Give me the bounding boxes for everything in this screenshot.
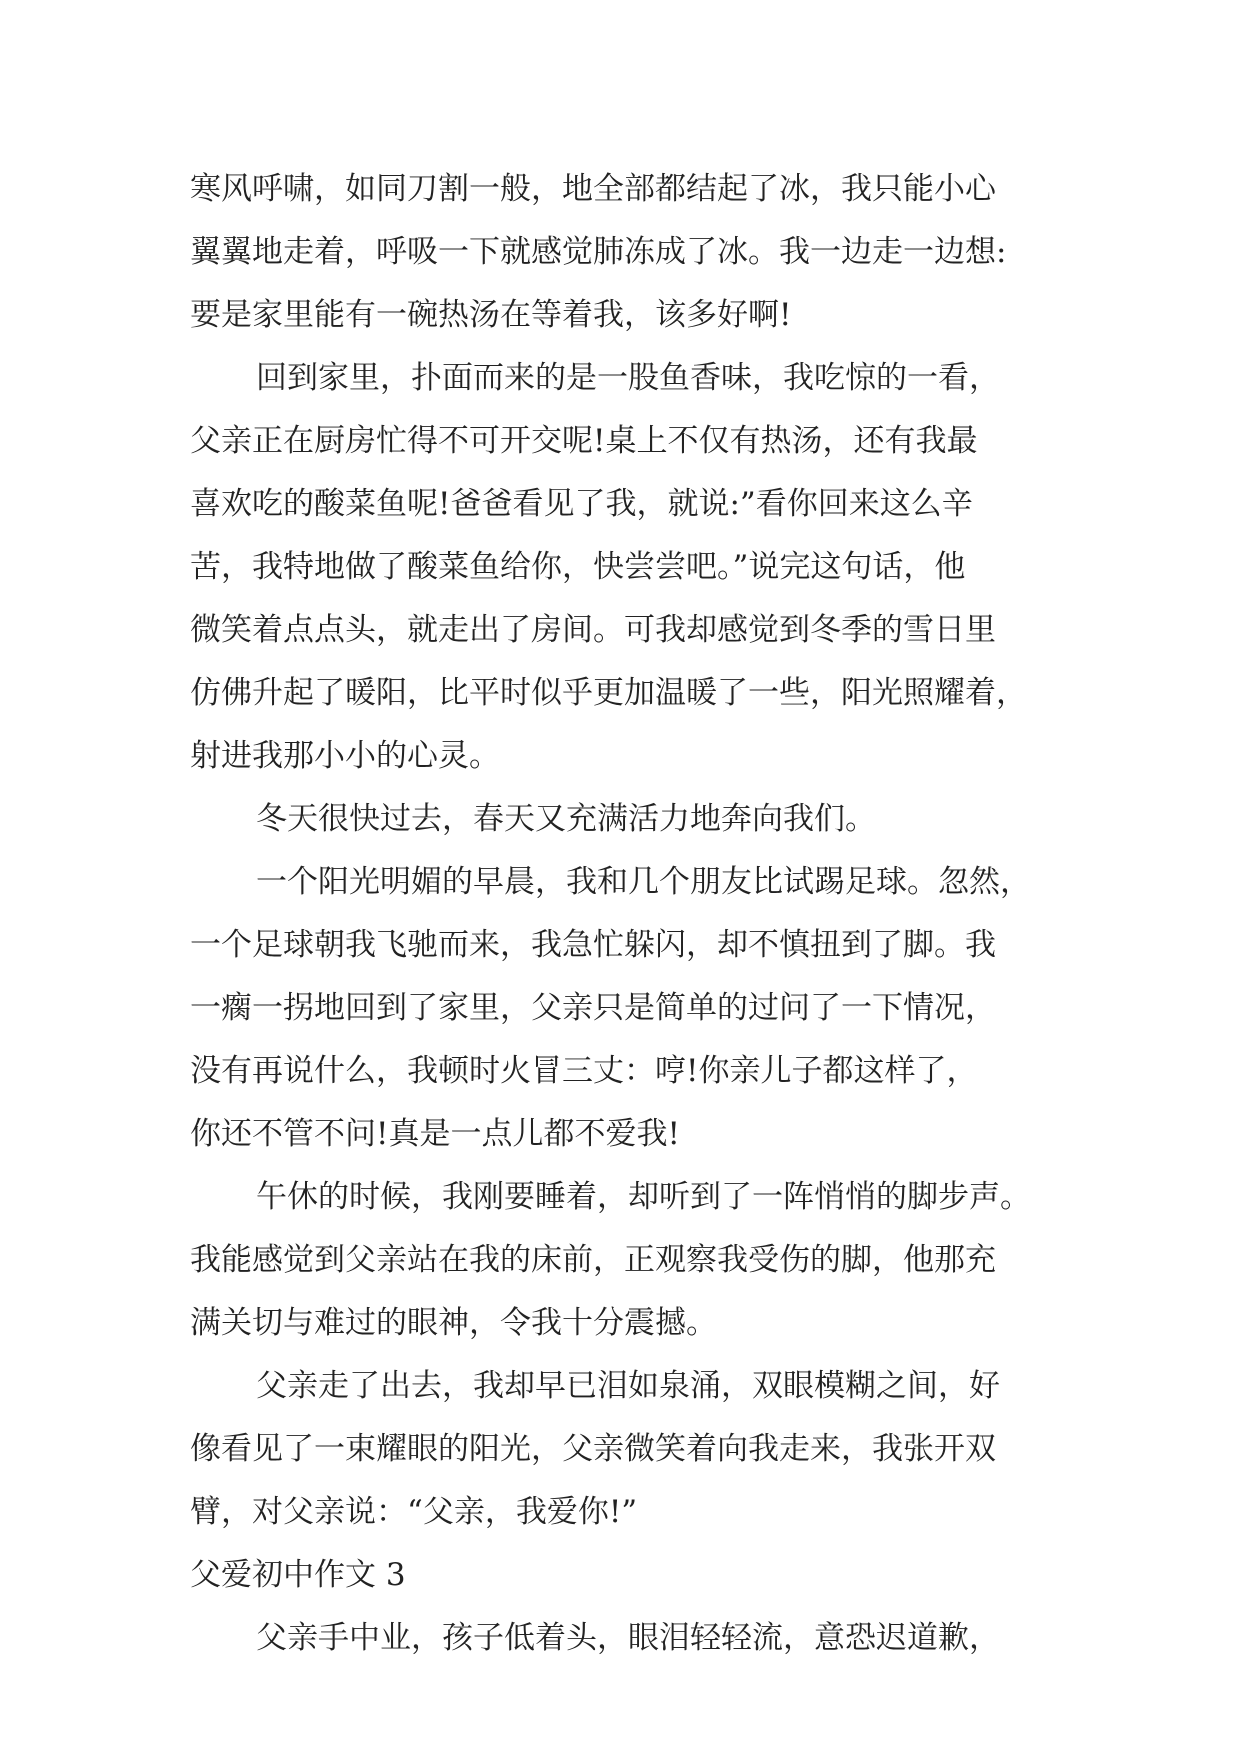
text-line: 父亲走了出去，我却早已泪如泉涌，双眼模糊之间，好 (256, 1368, 1000, 1404)
text-line: 我能感觉到父亲站在我的床前，正观察我受伤的脚，他那充 (190, 1242, 996, 1278)
text-line: 像看见了一束耀眼的阳光，父亲微笑着向我走来，我张开双 (190, 1431, 996, 1467)
text-line: 满关切与难过的眼神，令我十分震撼。 (190, 1305, 717, 1341)
text-line: 你还不管不问!真是一点儿都不爱我! (190, 1116, 680, 1152)
text-line: 没有再说什么，我顿时火冒三丈：哼!你亲儿子都这样了， (190, 1053, 978, 1089)
text-line: 翼翼地走着，呼吸一下就感觉肺冻成了冰。我一边走一边想: (190, 234, 1007, 270)
text-line: 父亲正在厨房忙得不可开交呢!桌上不仅有热汤，还有我最 (190, 423, 978, 459)
text-line: 喜欢吃的酸菜鱼呢!爸爸看见了我，就说:”看你回来这么辛 (190, 486, 973, 522)
text-line: 父亲手中业，孩子低着头，眼泪轻轻流，意恐迟道歉， (256, 1620, 1000, 1656)
text-line: 要是家里能有一碗热汤在等着我，该多好啊! (190, 297, 792, 333)
document-body (190, 158, 1060, 1670)
text-line: 射进我那小小的心灵。 (190, 738, 500, 774)
section-heading: 父爱初中作文 3 (190, 1557, 406, 1593)
text-line: 微笑着点点头，就走出了房间。可我却感觉到冬季的雪日里 (190, 612, 996, 648)
text-line: 一个足球朝我飞驰而来，我急忙躲闪，却不慎扭到了脚。我 (190, 927, 996, 963)
text-line: 寒风呼啸，如同刀割一般，地全部都结起了冰，我只能小心 (190, 171, 996, 207)
text-line: 回到家里，扑面而来的是一股鱼香味，我吃惊的一看， (256, 360, 1000, 396)
text-line: 仿佛升起了暖阳，比平时似乎更加温暖了一些，阳光照耀着， (190, 675, 1027, 711)
text-line: 一个阳光明媚的早晨，我和几个朋友比试踢足球。忽然， (256, 864, 1031, 900)
text-line: 苦，我特地做了酸菜鱼给你，快尝尝吧。”说完这句话，他 (190, 549, 966, 585)
text-line: 午休的时候，我刚要睡着，却听到了一阵悄悄的脚步声。 (256, 1179, 1031, 1215)
text-line: 臂，对父亲说：“父亲，我爱你!” (190, 1494, 638, 1530)
text-line: 冬天很快过去，春天又充满活力地奔向我们。 (256, 801, 876, 837)
text-line: 一瘸一拐地回到了家里，父亲只是简单的过问了一下情况， (190, 990, 996, 1026)
